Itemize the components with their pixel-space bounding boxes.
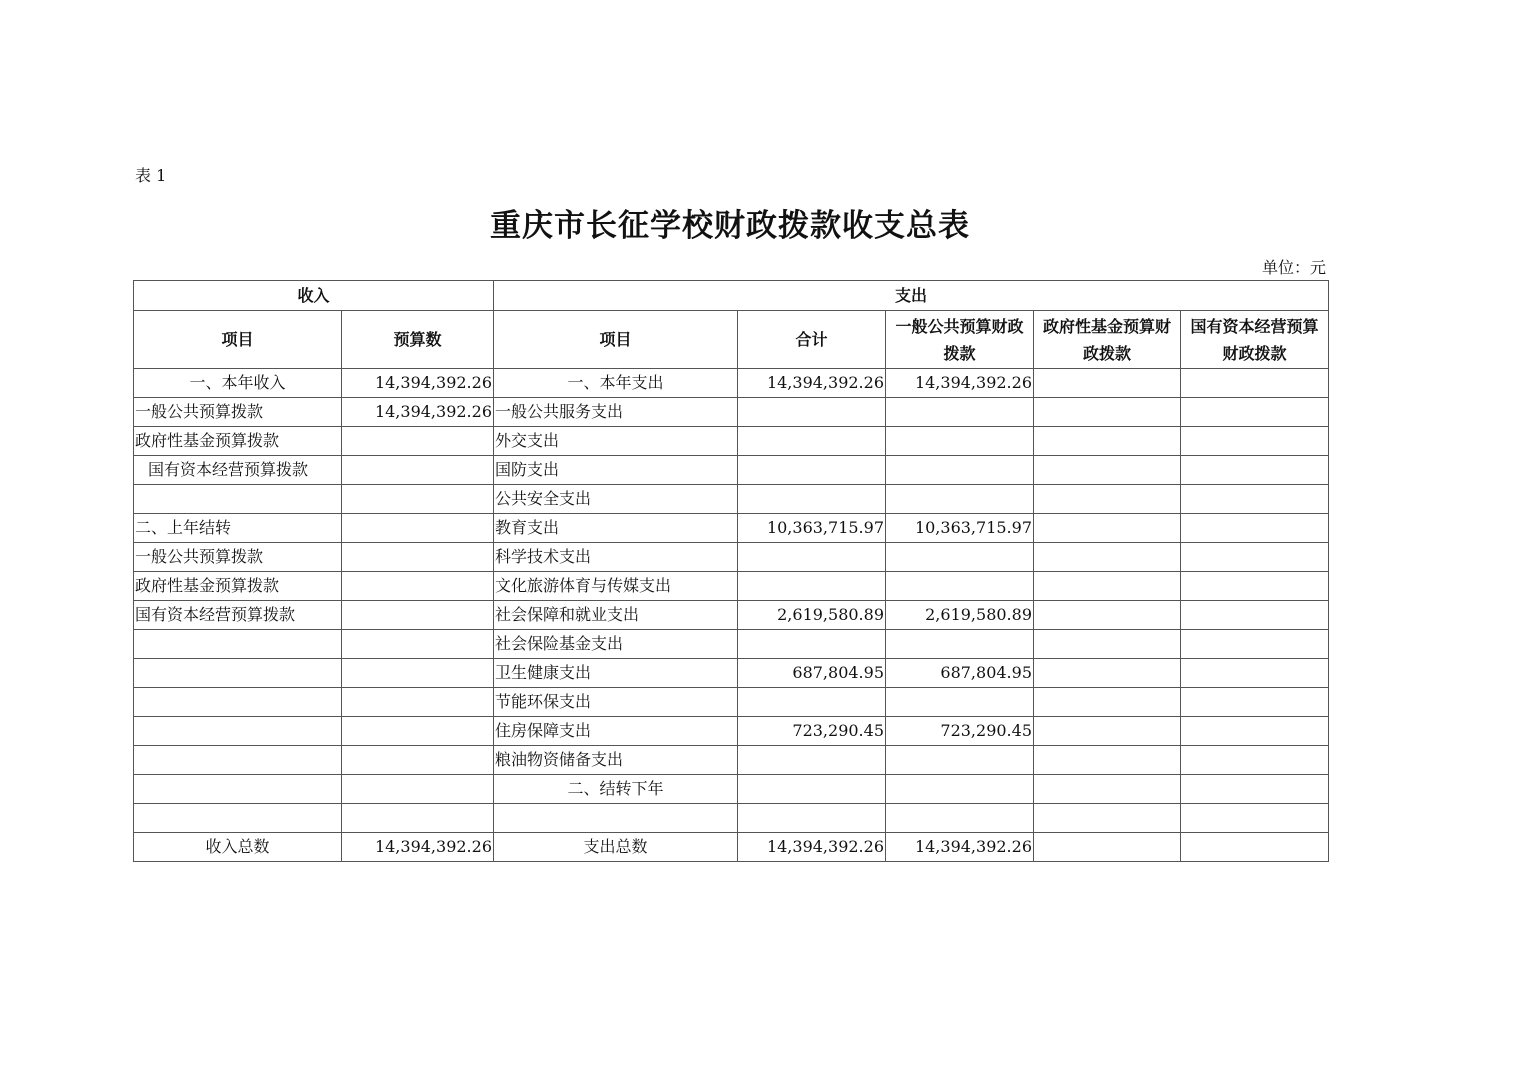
cell-income-budget: 14,394,392.26 [342, 369, 494, 398]
cell-general-public: 2,619,580.89 [886, 601, 1034, 630]
cell-expense-item: 文化旅游体育与传媒支出 [494, 572, 738, 601]
cell-total: 2,619,580.89 [738, 601, 886, 630]
cell-income-budget [342, 485, 494, 514]
cell-income-item [134, 688, 342, 717]
cell-state-capital [1181, 456, 1329, 485]
cell-gov-fund [1034, 717, 1181, 746]
cell-total: 687,804.95 [738, 659, 886, 688]
cell-gov-fund [1034, 485, 1181, 514]
cell-income-item [134, 775, 342, 804]
finance-table [133, 280, 1329, 862]
cell-gov-fund [1034, 804, 1181, 833]
cell-income-item: 收入总数 [134, 833, 342, 862]
cell-gov-fund [1034, 630, 1181, 659]
table-row [134, 456, 1329, 485]
cell-expense-item: 外交支出 [494, 427, 738, 456]
cell-state-capital [1181, 369, 1329, 398]
cell-income-item: 一般公共预算拨款 [134, 543, 342, 572]
cell-state-capital [1181, 601, 1329, 630]
cell-total: 10,363,715.97 [738, 514, 886, 543]
cell-expense-item: 卫生健康支出 [494, 659, 738, 688]
cell-total [738, 630, 886, 659]
cell-income-budget [342, 572, 494, 601]
cell-expense-item: 一般公共服务支出 [494, 398, 738, 427]
table-row [134, 398, 1329, 427]
cell-general-public: 14,394,392.26 [886, 369, 1034, 398]
expense-group-header: 支出 [494, 281, 1329, 311]
cell-income-item [134, 804, 342, 833]
cell-gov-fund [1034, 514, 1181, 543]
cell-gov-fund [1034, 572, 1181, 601]
cell-expense-item: 粮油物资储备支出 [494, 746, 738, 775]
cell-income-item: 政府性基金预算拨款 [134, 572, 342, 601]
cell-general-public [886, 804, 1034, 833]
cell-income-budget [342, 601, 494, 630]
cell-expense-item: 公共安全支出 [494, 485, 738, 514]
cell-state-capital [1181, 775, 1329, 804]
cell-general-public [886, 427, 1034, 456]
cell-expense-item: 国防支出 [494, 456, 738, 485]
cell-income-budget [342, 427, 494, 456]
table-row [134, 717, 1329, 746]
cell-general-public: 723,290.45 [886, 717, 1034, 746]
cell-expense-item: 教育支出 [494, 514, 738, 543]
table-row [134, 659, 1329, 688]
cell-total [738, 572, 886, 601]
cell-state-capital [1181, 688, 1329, 717]
cell-state-capital [1181, 717, 1329, 746]
cell-income-item: 政府性基金预算拨款 [134, 427, 342, 456]
cell-total [738, 775, 886, 804]
cell-expense-item: 科学技术支出 [494, 543, 738, 572]
cell-income-budget [342, 717, 494, 746]
cell-general-public [886, 398, 1034, 427]
cell-expense-item: 节能环保支出 [494, 688, 738, 717]
cell-total: 723,290.45 [738, 717, 886, 746]
col-state-capital: 国有资本经营预算财政拨款 [1181, 311, 1329, 369]
cell-general-public [886, 688, 1034, 717]
cell-income-item: 国有资本经营预算拨款 [134, 456, 342, 485]
cell-gov-fund [1034, 601, 1181, 630]
cell-gov-fund [1034, 746, 1181, 775]
cell-total: 14,394,392.26 [738, 369, 886, 398]
cell-general-public [886, 456, 1034, 485]
cell-total [738, 427, 886, 456]
cell-total [738, 804, 886, 833]
cell-state-capital [1181, 833, 1329, 862]
cell-income-item: 国有资本经营预算拨款 [134, 601, 342, 630]
cell-total [738, 543, 886, 572]
col-general-public: 一般公共预算财政拨款 [886, 311, 1034, 369]
table-row [134, 485, 1329, 514]
cell-general-public [886, 746, 1034, 775]
table-row [134, 514, 1329, 543]
cell-income-item [134, 659, 342, 688]
col-total: 合计 [738, 311, 886, 369]
cell-income-budget [342, 804, 494, 833]
cell-gov-fund [1034, 456, 1181, 485]
cell-income-item: 一般公共预算拨款 [134, 398, 342, 427]
cell-state-capital [1181, 485, 1329, 514]
cell-state-capital [1181, 804, 1329, 833]
cell-state-capital [1181, 543, 1329, 572]
cell-gov-fund [1034, 369, 1181, 398]
table-row [134, 746, 1329, 775]
cell-income-item [134, 746, 342, 775]
cell-expense-item: 社会保险基金支出 [494, 630, 738, 659]
cell-expense-item: 一、本年支出 [494, 369, 738, 398]
cell-state-capital [1181, 398, 1329, 427]
cell-general-public [886, 630, 1034, 659]
table-row [134, 688, 1329, 717]
cell-total [738, 485, 886, 514]
cell-general-public [886, 543, 1034, 572]
cell-total [738, 456, 886, 485]
cell-gov-fund [1034, 543, 1181, 572]
cell-gov-fund [1034, 688, 1181, 717]
col-expense-item: 项目 [494, 311, 738, 369]
cell-state-capital [1181, 630, 1329, 659]
cell-state-capital [1181, 514, 1329, 543]
cell-income-item [134, 630, 342, 659]
cell-general-public [886, 485, 1034, 514]
col-gov-fund: 政府性基金预算财政拨款 [1034, 311, 1181, 369]
cell-state-capital [1181, 659, 1329, 688]
cell-total [738, 746, 886, 775]
cell-general-public: 687,804.95 [886, 659, 1034, 688]
cell-income-item: 一、本年收入 [134, 369, 342, 398]
cell-income-budget [342, 543, 494, 572]
cell-gov-fund [1034, 775, 1181, 804]
cell-gov-fund [1034, 659, 1181, 688]
cell-income-item: 二、上年结转 [134, 514, 342, 543]
cell-income-item [134, 485, 342, 514]
table-row [134, 804, 1329, 833]
table-row [134, 601, 1329, 630]
cell-general-public [886, 775, 1034, 804]
cell-income-item [134, 717, 342, 746]
page-title: 重庆市长征学校财政拨款收支总表 [490, 208, 970, 244]
table-row [134, 833, 1329, 862]
cell-income-budget [342, 659, 494, 688]
cell-total [738, 688, 886, 717]
column-header-row [134, 311, 1329, 369]
cell-expense-item: 支出总数 [494, 833, 738, 862]
cell-income-budget [342, 630, 494, 659]
income-group-header: 收入 [134, 281, 494, 311]
table-number: 表 1 [135, 166, 167, 185]
cell-total: 14,394,392.26 [738, 833, 886, 862]
col-income-item: 项目 [134, 311, 342, 369]
cell-income-budget [342, 456, 494, 485]
cell-gov-fund [1034, 398, 1181, 427]
cell-expense-item: 住房保障支出 [494, 717, 738, 746]
cell-general-public: 10,363,715.97 [886, 514, 1034, 543]
cell-income-budget [342, 688, 494, 717]
cell-income-budget [342, 775, 494, 804]
table-row [134, 427, 1329, 456]
cell-expense-item: 社会保障和就业支出 [494, 601, 738, 630]
unit-label: 单位：元 [1261, 258, 1326, 277]
cell-state-capital [1181, 572, 1329, 601]
table-row [134, 775, 1329, 804]
cell-expense-item: 二、结转下年 [494, 775, 738, 804]
table-row [134, 543, 1329, 572]
cell-general-public: 14,394,392.26 [886, 833, 1034, 862]
cell-gov-fund [1034, 427, 1181, 456]
cell-gov-fund [1034, 833, 1181, 862]
cell-expense-item [494, 804, 738, 833]
table-row [134, 572, 1329, 601]
cell-income-budget [342, 514, 494, 543]
table-row [134, 369, 1329, 398]
cell-state-capital [1181, 746, 1329, 775]
cell-general-public [886, 572, 1034, 601]
cell-income-budget: 14,394,392.26 [342, 833, 494, 862]
cell-state-capital [1181, 427, 1329, 456]
group-header-row [134, 281, 1329, 311]
table-body [134, 369, 1329, 862]
cell-income-budget [342, 746, 494, 775]
table-row [134, 630, 1329, 659]
cell-total [738, 398, 886, 427]
col-income-budget: 预算数 [342, 311, 494, 369]
cell-income-budget: 14,394,392.26 [342, 398, 494, 427]
